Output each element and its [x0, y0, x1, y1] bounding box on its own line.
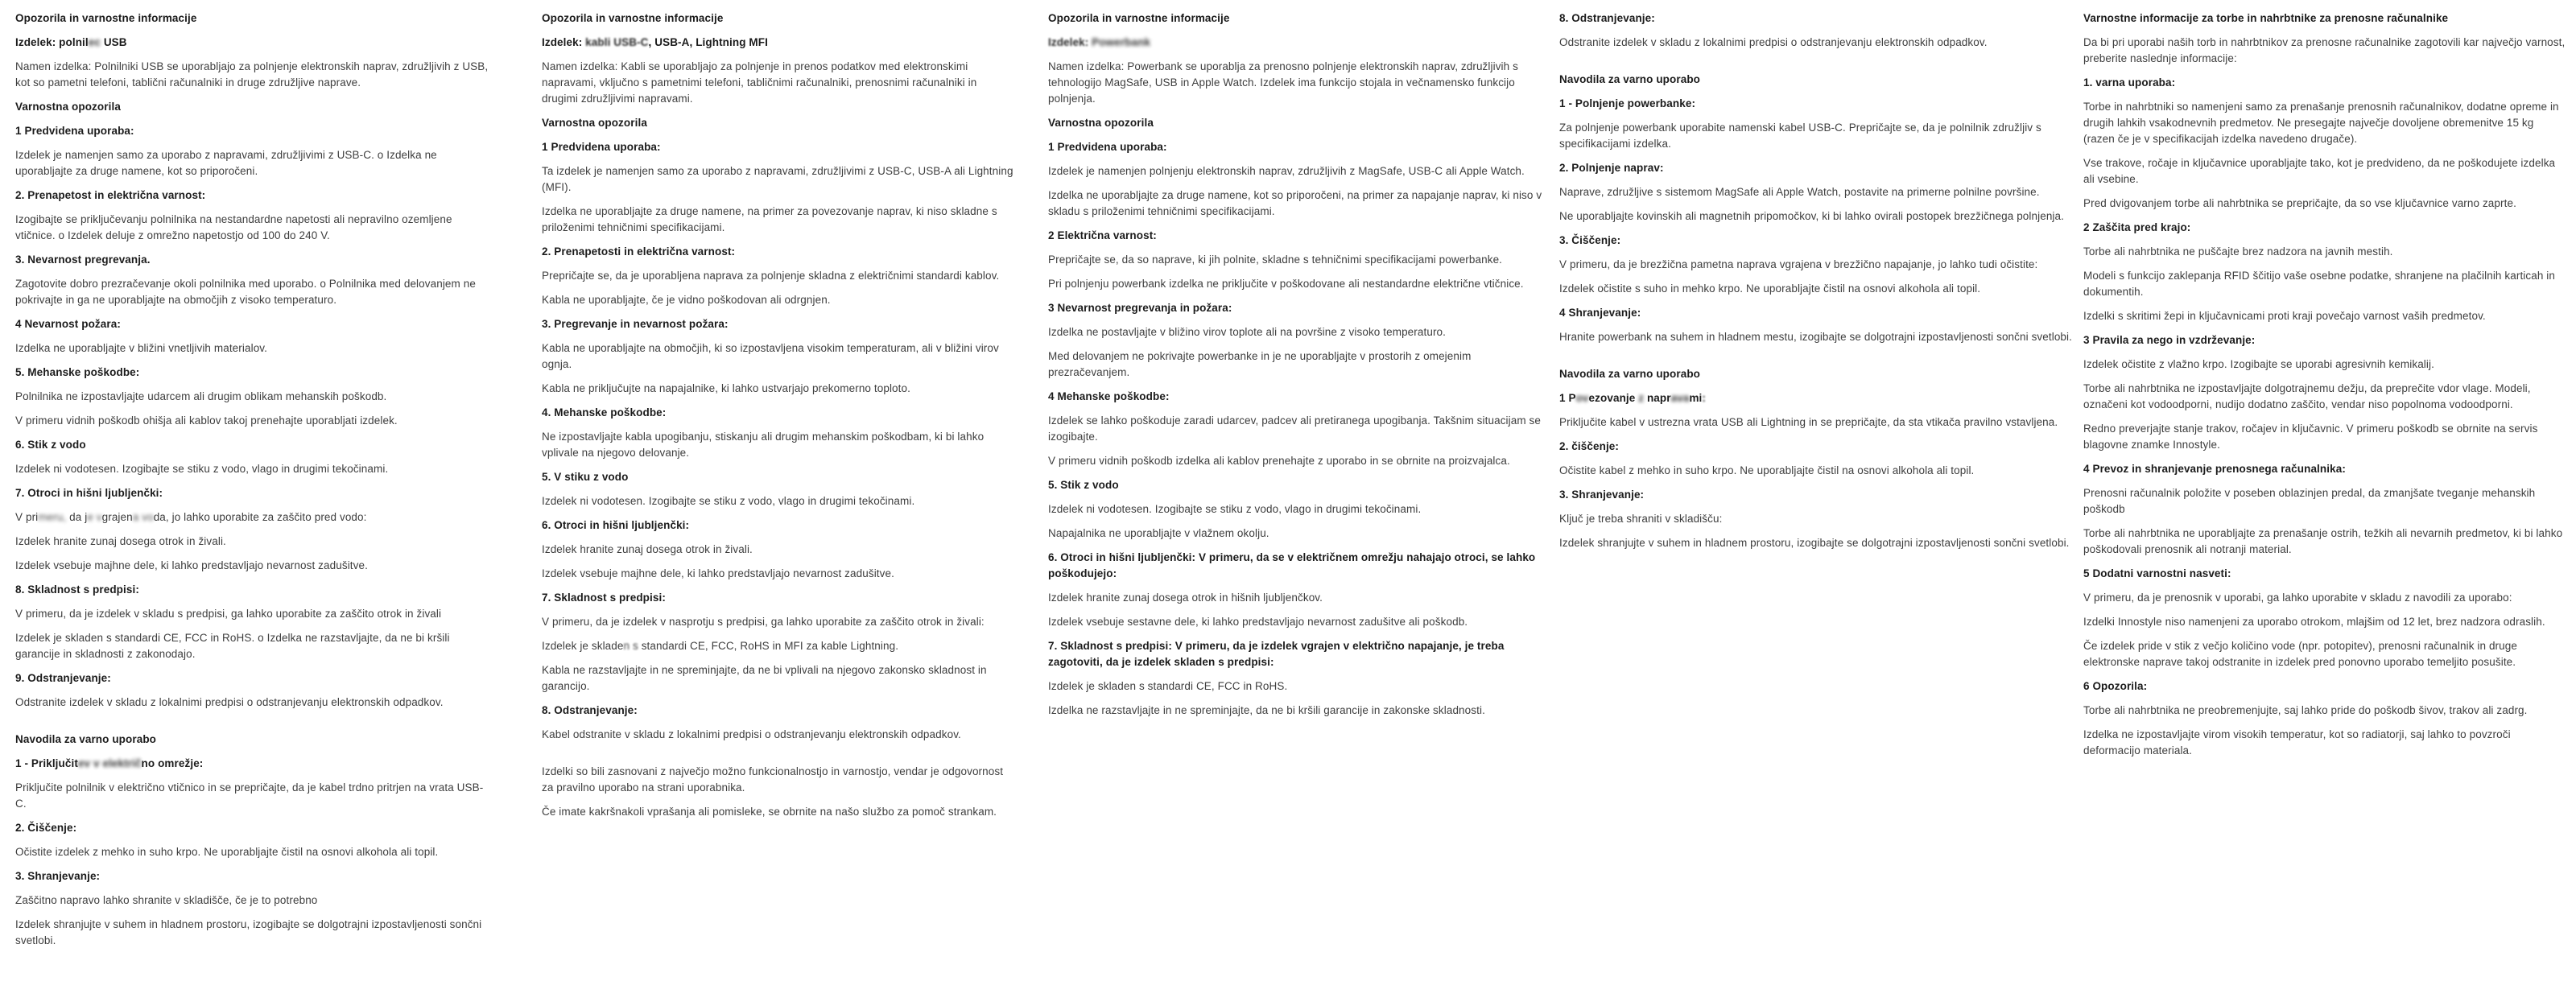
- paragraph: [1048, 59, 1551, 107]
- paragraph: [2083, 155, 2566, 188]
- text-segment: Kabla ne uporabljajte na območjih, ki so izpostavljena visokim temperaturam, ali v bližini virov ognja.: [542, 342, 999, 370]
- paragraph: [1048, 703, 1551, 719]
- section-heading: [1048, 550, 1551, 582]
- smudged-text: meru,: [38, 511, 67, 523]
- text-segment: Vse trakove, ročaje in ključavnice uporabljajte tako, kot je predvideno, da ne poškodujete izdelka ali vsebine.: [2083, 157, 2556, 185]
- paragraph: [15, 534, 492, 550]
- text-segment: Kabla ne razstavljajte in ne spreminjajte, da ne bi vplivali na njegovo zakonsko skladnost in garancijo.: [542, 664, 987, 692]
- text-segment: Izdelek se lahko poškoduje zaradi udarcev, padcev ali pretiranega upogibanja. Takšnim situacijam se izogibajte.: [1048, 414, 1542, 443]
- text-segment: 3. Čiščenje:: [1559, 234, 1621, 246]
- paragraph: [542, 542, 1015, 558]
- text-segment: Izdelek je namenjen polnjenju elektronskih naprav, združljivih z MagSafe, USB-C ali Apple Watch.: [1048, 165, 1525, 177]
- text-segment: Med delovanjem ne pokrivajte powerbanke in je ne uporabljajte v prostorih z omejenim prezračevanjem.: [1048, 350, 1472, 378]
- text-segment: Varnostna opozorila: [542, 117, 647, 129]
- text-segment: 3 Pravila za nego in vzdrževanje:: [2083, 334, 2256, 346]
- section-heading: [1559, 305, 2081, 321]
- text-segment: Torbe ali nahrbtnika ne izpostavljajte dolgotrajnemu dežju, da preprečite vdor vlage. Modeli, označeni kot vodoodporni, nudijo dodatno zaščito, vendar niso popolnoma vodoodporni.: [2083, 382, 2531, 410]
- section-heading: [15, 188, 492, 204]
- paragraph: [542, 764, 1015, 796]
- section-heading: [2083, 75, 2566, 91]
- paragraph: [2083, 244, 2566, 260]
- section-heading: [1048, 115, 1551, 131]
- text-segment: Namen izdelka: Kabli se uporabljajo za polnjenje in prenos podatkov med elektronskimi napravami, vključno s pametnimi telefoni, tabličnimi računalniki, prenosnimi računalniki in drugimi združljivimi napravami.: [542, 60, 977, 105]
- text-segment: 3 Nevarnost pregrevanja in požara:: [1048, 302, 1232, 314]
- column-usb-cables: [542, 10, 1015, 828]
- section-heading: [1559, 96, 2081, 112]
- text-segment: 8. Odstranjevanje:: [1559, 12, 1655, 24]
- section-heading: [542, 35, 1015, 51]
- paragraph: [15, 893, 492, 909]
- section-heading: [542, 469, 1015, 485]
- text-segment: Izdelka ne uporabljajte za druge namene, na primer za povezovanje naprav, ki niso skladne s priloženimi tehničnimi specifikacijami.: [542, 205, 997, 233]
- paragraph: [15, 780, 492, 812]
- column-laptop-bags: [2083, 10, 2566, 767]
- section-heading: [1048, 35, 1551, 51]
- text-segment: Izdelka ne izpostavljajte virom visokih temperatur, kot so radiatorji, saj lahko to povzroči deformacijo materiala.: [2083, 728, 2511, 757]
- paragraph: [2083, 614, 2566, 630]
- paragraph: [542, 614, 1015, 630]
- paragraph: [1048, 501, 1551, 517]
- section-heading: [15, 732, 492, 748]
- text-segment: V primeru, da je prenosnik v uporabi, ga lahko uporabite v skladu z navodili za uporabo:: [2083, 592, 2512, 604]
- text-segment: V primeru, da je izdelek v nasprotju s predpisi, ga lahko uporabite za zaščito otrok in živali:: [542, 616, 985, 628]
- text-segment: Zagotovite dobro prezračevanje okoli polnilnika med uporabo. o Polnilnika med delovanjem ne pokrivajte in ga ne uporabljajte na območjih z visoko temperaturo.: [15, 278, 476, 306]
- paragraph: [2083, 638, 2566, 670]
- section-heading: [2083, 220, 2566, 236]
- paragraph: [1559, 281, 2081, 297]
- text-segment: 6. Stik z vodo: [15, 439, 86, 451]
- paragraph: [2083, 99, 2566, 147]
- paragraph: [542, 429, 1015, 461]
- text-segment: Izdelek vsebuje majhne dele, ki lahko predstavljajo nevarnost zadušitve.: [542, 567, 894, 579]
- text-segment: Izdelek shranjujte v suhem in hladnem prostoru, izogibajte se dolgotrajni izpostavljenosti sončni svetlobi.: [1559, 537, 2070, 549]
- text-segment: Zaščitno napravo lahko shranite v skladišče, če je to potrebno: [15, 894, 318, 906]
- section-heading: [542, 10, 1015, 27]
- text-segment: Navodila za varno uporabo: [1559, 73, 1701, 85]
- section-heading: [1048, 477, 1551, 493]
- text-segment: Polnilnika ne izpostavljajte udarcem ali drugim oblikam mehanskih poškodb.: [15, 390, 387, 402]
- text-segment: Izdelek očistite s suho in mehko krpo. Ne uporabljajte čistil na osnovi alkohola ali topil.: [1559, 282, 1981, 295]
- text-segment: Izdelek: polnil: [15, 36, 89, 48]
- text-segment: Pri polnjenju powerbank izdelka ne priključite v poškodovane ali nestandardne električne vtičnice.: [1048, 278, 1524, 290]
- paragraph: [1559, 35, 2081, 51]
- section-heading: [1048, 300, 1551, 316]
- text-segment: Izdelek ni vodotesen. Izogibajte se stiku z vodo, vlago in drugimi tekočinami.: [542, 495, 915, 507]
- text-segment: 3. Shranjevanje:: [15, 870, 101, 882]
- smudged-text: z: [1638, 392, 1645, 404]
- text-segment: 1 Predvidena uporaba:: [1048, 141, 1167, 153]
- paragraph: [1559, 184, 2081, 200]
- paragraph: [15, 147, 492, 179]
- paragraph: [2083, 485, 2566, 517]
- text-segment: Izdelka ne razstavljajte in ne spreminjajte, da ne bi kršili garancije in zakonske skladnosti.: [1048, 704, 1485, 716]
- text-segment: Opozorila in varnostne informacije: [542, 12, 724, 24]
- paragraph: [542, 804, 1015, 820]
- text-segment: 8. Skladnost s predpisi:: [15, 583, 139, 596]
- text-segment: Izdelek ni vodotesen. Izogibajte se stiku z vodo, vlago in drugimi tekočinami.: [1048, 503, 1422, 515]
- section-heading: [1048, 10, 1551, 27]
- paragraph: [542, 662, 1015, 695]
- paragraph: [2083, 421, 2566, 453]
- paragraph: [1559, 414, 2081, 431]
- paragraph: [1048, 348, 1551, 381]
- paragraph: [542, 292, 1015, 308]
- smudged-text: :: [1702, 392, 1707, 404]
- smudged-text: ava: [1670, 392, 1690, 404]
- paragraph: [542, 638, 1015, 654]
- text-segment: ezovanje: [1588, 392, 1639, 404]
- text-segment: Izdelek shranjujte v suhem in hladnem prostoru, izogibajte se dolgotrajni izpostavljenosti sončni svetlobi.: [15, 918, 482, 946]
- text-segment: Torbe ali nahrbtnika ne uporabljajte za prenašanje ostrih, težkih ali nevarnih predmetov, ki bi lahko poškodovali prenosnik ali notranji material.: [2083, 527, 2563, 555]
- section-heading: [15, 35, 492, 51]
- text-segment: Izdelek očistite z vlažno krpo. Izogibajte se uporabi agresivnih kemikalij.: [2083, 358, 2434, 370]
- smudged-text: ov: [1575, 392, 1589, 404]
- text-segment: Očistite izdelek z mehko in suho krpo. Ne uporabljajte čistil na osnovi alkohola ali topil.: [15, 846, 439, 858]
- text-segment: napr: [1644, 392, 1671, 404]
- section-heading: [15, 99, 492, 115]
- paragraph: [15, 844, 492, 860]
- text-segment: Torbe in nahrbtniki so namenjeni samo za prenašanje prenosnih računalnikov, dodatne opreme in drugih lahkih vsakodnevnih predmetov. Ne presegajte največje dovoljene obremenitve 15 kg (razen če je v specifikacijah izdelka navedeno drugače).: [2083, 101, 2559, 145]
- text-segment: Priključite kabel v ustrezna vrata USB ali Lightning in se prepričajte, da sta vtikača pravilno vstavljena.: [1559, 416, 2058, 428]
- text-segment: 2. čiščenje:: [1559, 440, 1619, 452]
- text-segment: Napajalnika ne uporabljajte v vlažnem okolju.: [1048, 527, 1269, 539]
- text-segment: 2. Čiščenje:: [15, 822, 77, 834]
- text-segment: 5. V stiku z vodo: [542, 471, 629, 483]
- paragraph: [2083, 308, 2566, 324]
- section-heading: [1048, 638, 1551, 670]
- text-segment: Izdelek je sklade: [542, 640, 624, 652]
- text-segment: Izdelek je namenjen samo za uporabo z napravami, združljivimi z USB-C. o Izdelka ne uporabljajte za druge namene, kot so priporočeni.: [15, 149, 437, 177]
- smudged-text: Powerbank: [1092, 36, 1151, 48]
- section-heading: [2083, 566, 2566, 582]
- text-segment: Izdelek hranite zunaj dosega otrok in živali.: [15, 535, 226, 547]
- paragraph: [1048, 324, 1551, 340]
- paragraph: [1048, 276, 1551, 292]
- column-powerbank-usage: [1559, 10, 2081, 559]
- text-segment: Torbe ali nahrbtnika ne preobremenjujte, saj lahko pride do poškodb šivov, trakov ali zadrg.: [2083, 704, 2528, 716]
- section-heading: [15, 485, 492, 501]
- paragraph: [1048, 413, 1551, 445]
- text-segment: Izdelka ne uporabljajte v bližini vnetljivih materialov.: [15, 342, 268, 354]
- paragraph: [15, 461, 492, 477]
- text-segment: Ne uporabljajte kovinskih ali magnetnih pripomočkov, ki bi lahko ovirali postopek brezžičnega polnjenja.: [1559, 210, 2064, 222]
- text-segment: Izdelki Innostyle niso namenjeni za uporabo otrokom, mlajšim od 12 let, brez nadzora odraslih.: [2083, 616, 2545, 628]
- paragraph: [542, 204, 1015, 236]
- section-heading: [1559, 366, 2081, 382]
- section-heading: [1559, 72, 2081, 88]
- section-heading: [15, 437, 492, 453]
- paragraph: [1048, 590, 1551, 606]
- text-segment: Izdelek vsebuje sestavne dele, ki lahko predstavljajo nevarnost zadušitve ali poškodb.: [1048, 616, 1468, 628]
- smudged-text: n s: [623, 640, 642, 652]
- text-segment: Navodila za varno uporabo: [1559, 368, 1701, 380]
- text-segment: 1. varna uporaba:: [2083, 76, 2176, 89]
- paragraph: [15, 558, 492, 574]
- text-segment: Izdelka ne postavljajte v bližino virov toplote ali na površine z visoko temperaturo.: [1048, 326, 1446, 338]
- paragraph: [542, 493, 1015, 509]
- text-segment: Da bi pri uporabi naših torb in nahrbtnikov za prenosne računalnike zagotovili kar največjo varnost, preberite naslednje informacije:: [2083, 36, 2566, 64]
- column-usb-charger: [15, 10, 492, 957]
- paragraph: [1048, 614, 1551, 630]
- paragraph: [542, 268, 1015, 284]
- text-segment: Očistite kabel z mehko in suho krpo. Ne uporabljajte čistil na osnovi alkohola ali topil.: [1559, 464, 1975, 476]
- section-heading: [542, 115, 1015, 131]
- section-heading: [15, 820, 492, 836]
- text-segment: Za polnjenje powerbank uporabite namenski kabel USB-C. Prepričajte se, da je polnilnik združljiv s specifikacijami izdelka.: [1559, 122, 2041, 150]
- text-segment: 9. Odstranjevanje:: [15, 672, 111, 684]
- text-segment: 7. Skladnost s predpisi:: [542, 592, 666, 604]
- paragraph: [2083, 703, 2566, 719]
- paragraph: [1048, 163, 1551, 179]
- section-heading: [1559, 160, 2081, 176]
- text-segment: Prepričajte se, da je uporabljena naprava za polnjenje skladna z električnimi standardi kablov.: [542, 270, 1000, 282]
- paragraph: [1559, 535, 2081, 551]
- smudged-text: e v: [87, 511, 102, 523]
- section-heading: [1559, 487, 2081, 503]
- text-segment: Varnostna opozorila: [1048, 117, 1154, 129]
- text-segment: Izdelek je skladen s standardi CE, FCC in RoHS. o Izdelka ne razstavljajte, da ne bi kršili garancije in skladnosti z zakonodajo.: [15, 632, 450, 660]
- text-segment: 7. Otroci in hišni ljubljenčki:: [15, 487, 163, 499]
- text-segment: 3. Shranjevanje:: [1559, 489, 1645, 501]
- text-segment: Ne izpostavljajte kabla upogibanju, stiskanju ali drugim mehanskim poškodbam, ki bi lahko vplivale na njegovo delovanje.: [542, 431, 985, 459]
- paragraph: [1559, 329, 2081, 345]
- paragraph: [2083, 526, 2566, 558]
- paragraph: [15, 212, 492, 244]
- text-segment: Izdelek hranite zunaj dosega otrok in hišnih ljubljenčkov.: [1048, 592, 1323, 604]
- paragraph: [15, 389, 492, 405]
- smudged-text: a vo: [132, 511, 154, 523]
- column-powerbank: [1048, 10, 1551, 727]
- text-segment: 1 Predvidena uporaba:: [542, 141, 661, 153]
- section-heading: [2083, 461, 2566, 477]
- text-segment: Redno preverjajte stanje trakov, ročajev in ključavnic. V primeru poškodb se obrnite na servis blagovne znamke Innostyle.: [2083, 423, 2538, 451]
- text-segment: 8. Odstranjevanje:: [542, 704, 638, 716]
- text-segment: Izdelek hranite zunaj dosega otrok in živali.: [542, 543, 753, 555]
- text-segment: USB: [100, 36, 127, 48]
- paragraph: [1048, 453, 1551, 469]
- text-segment: 1 Predvidena uporaba:: [15, 125, 134, 137]
- text-segment: Odstranite izdelek v skladu z lokalnimi predpisi o odstranjevanju elektronskih odpadkov.: [1559, 36, 1988, 48]
- paragraph: [15, 340, 492, 357]
- section-heading: [2083, 332, 2566, 348]
- section-heading: [2083, 678, 2566, 695]
- text-segment: 6. Otroci in hišni ljubljenčki:: [542, 519, 690, 531]
- smudged-text: ec: [88, 36, 101, 48]
- paragraph: [2083, 381, 2566, 413]
- text-segment: 5. Stik z vodo: [1048, 479, 1119, 491]
- text-segment: Ta izdelek je namenjen samo za uporabo z napravami, združljivimi z USB-C, USB-A ali Lightning (MFI).: [542, 165, 1013, 193]
- paragraph: [1048, 252, 1551, 268]
- text-segment: 4 Prevoz in shranjevanje prenosnega računalnika:: [2083, 463, 2346, 475]
- text-segment: 4 Shranjevanje:: [1559, 307, 1641, 319]
- text-segment: Namen izdelka: Powerbank se uporablja za prenosno polnjenje elektronskih naprav, združljivih s tehnologijo MagSafe, USB in Apple Watch. Izdelek ima funkcijo stojala in večnamensko funkcijo polnjenja.: [1048, 60, 1518, 105]
- section-heading: [15, 316, 492, 332]
- section-heading: [542, 316, 1015, 332]
- text-segment: da j: [66, 511, 88, 523]
- text-segment: Izdelek je skladen s standardi CE, FCC in RoHS.: [1048, 680, 1288, 692]
- paragraph: [1048, 678, 1551, 695]
- paragraph: [15, 695, 492, 711]
- section-heading: [542, 703, 1015, 719]
- text-segment: Izdelek:: [542, 36, 586, 48]
- text-segment: Opozorila in varnostne informacije: [15, 12, 197, 24]
- text-segment: Izogibajte se priključevanju polnilnika na nestandardne napetosti ali nepravilno ozemljene vtičnice. o Izdelek deluje z omrežno napetostjo od 100 do 240 V.: [15, 213, 452, 241]
- section-heading: [15, 123, 492, 139]
- text-segment: 2. Prenapetost in električna varnost:: [15, 189, 206, 201]
- paragraph: [2083, 727, 2566, 759]
- text-segment: 4 Mehanske poškodbe:: [1048, 390, 1170, 402]
- section-heading: [542, 139, 1015, 155]
- section-heading: [15, 670, 492, 686]
- paragraph: [542, 59, 1015, 107]
- text-segment: 4. Mehanske poškodbe:: [542, 406, 667, 418]
- text-segment: no omrežje:: [141, 757, 204, 769]
- text-segment: V primeru vidnih poškodb ohišja ali kablov takoj prenehajte uporabljati izdelek.: [15, 414, 398, 427]
- paragraph: [1559, 463, 2081, 479]
- paragraph: [15, 413, 492, 429]
- text-segment: 3. Nevarnost pregrevanja.: [15, 254, 151, 266]
- text-segment: Naprave, združljive s sistemom MagSafe ali Apple Watch, postavite na primerne polnilne površine.: [1559, 186, 2040, 198]
- text-segment: 6. Otroci in hišni ljubljenčki: V primeru, da se v električnem omrežju nahajajo otroci, se lahko poškodujejo:: [1048, 551, 1536, 579]
- paragraph: [542, 566, 1015, 582]
- text-segment: Kabel odstranite v skladu z lokalnimi predpisi o odstranjevanju elektronskih odpadkov.: [542, 728, 961, 740]
- smudged-text: Izdelek:: [1048, 36, 1092, 48]
- section-heading: [15, 252, 492, 268]
- section-heading: [1559, 390, 2081, 406]
- section-heading: [15, 756, 492, 772]
- text-segment: V primeru, da je brezžična pametna naprava vgrajena v brezžično napajanje, jo lahko tudi očistite:: [1559, 258, 2038, 270]
- text-segment: 3. Pregrevanje in nevarnost požara:: [542, 318, 729, 330]
- paragraph: [2083, 357, 2566, 373]
- text-segment: Namen izdelka: Polnilniki USB se uporabljajo za polnjenje elektronskih naprav, združljivih z USB, kot so pametni telefoni, tablični računalniki in druge združljive naprave.: [15, 60, 489, 89]
- text-segment: grajen: [101, 511, 133, 523]
- text-segment: Priključite polnilnik v električno vtičnico in se prepričajte, da je kabel trdno pritrjen na vrata USB-C.: [15, 781, 484, 810]
- section-heading: [542, 517, 1015, 534]
- text-segment: 7. Skladnost s predpisi: V primeru, da je izdelek vgrajen v električno napajanje, je treba zagotoviti, da je izdelek skladen s predpisi:: [1048, 640, 1505, 668]
- text-segment: Odstranite izdelek v skladu z lokalnimi predpisi o odstranjevanju elektronskih odpadkov.: [15, 696, 444, 708]
- section-heading: [1559, 233, 2081, 249]
- text-segment: 2. Polnjenje naprav:: [1559, 162, 1664, 174]
- text-segment: Modeli s funkcijo zaklepanja RFID ščitijo vaše osebne podatke, shranjene na plačilnih karticah in dokumentih.: [2083, 270, 2556, 298]
- paragraph: [1559, 120, 2081, 152]
- section-heading: [1048, 139, 1551, 155]
- text-segment: mi: [1689, 392, 1703, 404]
- text-segment: Navodila za varno uporabo: [15, 733, 157, 745]
- text-segment: 1 - Polnjenje powerbanke:: [1559, 97, 1696, 109]
- paragraph: [15, 606, 492, 622]
- text-segment: Varnostne informacije za torbe in nahrbtnike za prenosne računalnike: [2083, 12, 2449, 24]
- text-segment: 5. Mehanske poškodbe:: [15, 366, 140, 378]
- text-segment: Izdelek vsebuje majhne dele, ki lahko predstavljajo nevarnost zadušitve.: [15, 559, 368, 571]
- section-heading: [15, 582, 492, 598]
- text-segment: standardi CE, FCC, RoHS in MFI za kable Lightning.: [641, 640, 899, 652]
- paragraph: [15, 509, 492, 526]
- text-segment: da, jo lahko uporabite za zaščito pred vodo:: [153, 511, 367, 523]
- section-heading: [2083, 10, 2566, 27]
- paragraph: [2083, 268, 2566, 300]
- section-heading: [542, 590, 1015, 606]
- paragraph: [15, 917, 492, 949]
- text-segment: 2. Prenapetosti in električna varnost:: [542, 245, 736, 258]
- text-segment: Kabla ne uporabljajte, če je vidno poškodovan ali odrgnjen.: [542, 294, 831, 306]
- section-heading: [542, 405, 1015, 421]
- section-heading: [1559, 439, 2081, 455]
- text-segment: Izdelki so bili zasnovani z največjo možno funkcionalnostjo in varnostjo, vendar je odgovornost za pravilno uporabo na strani uporabnika.: [542, 765, 1004, 794]
- paragraph: [15, 276, 492, 308]
- paragraph: [542, 381, 1015, 397]
- text-segment: Prepričajte se, da so naprave, ki jih polnite, skladne s tehničnimi specifikacijami powerbanke.: [1048, 254, 1503, 266]
- text-segment: 2 Zaščita pred krajo:: [2083, 221, 2191, 233]
- section-heading: [542, 244, 1015, 260]
- paragraph: [542, 340, 1015, 373]
- text-segment: Torbe ali nahrbtnika ne puščajte brez nadzora na javnih mestih.: [2083, 245, 2393, 258]
- paragraph: [1048, 526, 1551, 542]
- text-segment: Kabla ne priključujte na napajalnike, ki lahko ustvarjajo prekomerno toploto.: [542, 382, 910, 394]
- section-heading: [15, 868, 492, 884]
- paragraph: [2083, 35, 2566, 67]
- paragraph: [1559, 257, 2081, 273]
- section-heading: [1048, 389, 1551, 405]
- paragraph: [1559, 511, 2081, 527]
- text-segment: Opozorila in varnostne informacije: [1048, 12, 1230, 24]
- paragraph: [2083, 590, 2566, 606]
- smudged-text: ev v električ: [77, 757, 142, 769]
- text-segment: , USB-A, Lightning MFI: [648, 36, 768, 48]
- text-segment: V primeru vidnih poškodb izdelka ali kablov prenehajte z uporabo in se obrnite na proizvajalca.: [1048, 455, 1510, 467]
- paragraph: [15, 630, 492, 662]
- text-segment: Varnostna opozorila: [15, 101, 121, 113]
- section-heading: [15, 365, 492, 381]
- text-segment: 2 Električna varnost:: [1048, 229, 1157, 241]
- section-heading: [1048, 228, 1551, 244]
- text-segment: Če imate kakršnakoli vprašanja ali pomisleke, se obrnite na našo službo za pomoč strankam.: [542, 806, 997, 818]
- text-segment: Prenosni računalnik položite v poseben oblazinjen predal, da zmanjšate tveganje mehanskih poškodb: [2083, 487, 2536, 515]
- text-segment: Če izdelek pride v stik z večjo količino vode (npr. potopitev), prenosni računalnik in druge elektronske naprave takoj odstranite in izdelek pred ponovno uporabo temeljito posušite.: [2083, 640, 2517, 668]
- text-segment: V primeru, da je izdelek v skladu s predpisi, ga lahko uporabite za zaščito otrok in živali: [15, 608, 442, 620]
- text-segment: 1 P: [1559, 392, 1576, 404]
- text-segment: Izdelek ni vodotesen. Izogibajte se stiku z vodo, vlago in drugimi tekočinami.: [15, 463, 389, 475]
- paragraph: [15, 59, 492, 91]
- paragraph: [542, 727, 1015, 743]
- smudged-text: kabli USB-C: [585, 36, 649, 48]
- text-segment: Hranite powerbank na suhem in hladnem mestu, izogibajte se dolgotrajni izpostavljenosti sončni svetlobi.: [1559, 331, 2072, 343]
- section-heading: [15, 10, 492, 27]
- text-segment: 5 Dodatni varnostni nasveti:: [2083, 567, 2231, 579]
- text-segment: 1 - Priključit: [15, 757, 78, 769]
- paragraph: [2083, 196, 2566, 212]
- text-segment: Ključ je treba shraniti v skladišču:: [1559, 513, 1723, 525]
- paragraph: [1048, 188, 1551, 220]
- section-heading: [1559, 10, 2081, 27]
- text-segment: Pred dvigovanjem torbe ali nahrbtnika se prepričajte, da so vse ključavnice varno zaprte.: [2083, 197, 2516, 209]
- text-segment: 4 Nevarnost požara:: [15, 318, 121, 330]
- text-segment: Izdelki s skritimi žepi in ključavnicami proti kraji povečajo varnost vaših predmetov.: [2083, 310, 2486, 322]
- text-segment: 6 Opozorila:: [2083, 680, 2148, 692]
- text-segment: Izdelka ne uporabljajte za druge namene, kot so priporočeni, na primer za napajanje naprav, ki niso v skladu s priloženimi tehničnimi specifikacijami.: [1048, 189, 1542, 217]
- text-segment: V pri: [15, 511, 39, 523]
- paragraph: [1559, 208, 2081, 225]
- paragraph: [542, 163, 1015, 196]
